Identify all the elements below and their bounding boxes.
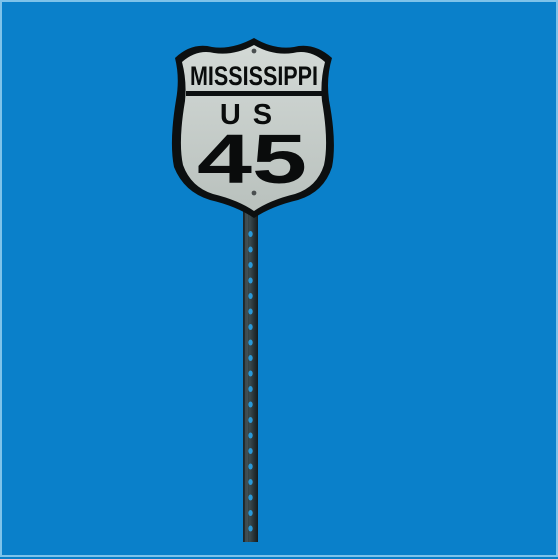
post-hole xyxy=(248,479,252,485)
post-hole xyxy=(248,340,252,346)
post-hole xyxy=(248,278,252,284)
post-hole xyxy=(248,262,252,268)
shield-divider xyxy=(186,91,322,96)
post-hole xyxy=(248,526,252,532)
route-number-label: 45 xyxy=(197,120,307,198)
post-hole xyxy=(248,510,252,516)
post-hole xyxy=(248,371,252,377)
post-hole xyxy=(248,402,252,408)
state-name-label: MISSISSIPPI xyxy=(190,61,318,91)
post-hole xyxy=(248,309,252,315)
post-hole xyxy=(248,293,252,299)
post-hole xyxy=(248,495,252,501)
post-hole xyxy=(248,417,252,423)
post-hole xyxy=(248,324,252,330)
post-hole xyxy=(248,433,252,439)
road-sign-illustration xyxy=(2,2,558,559)
post-hole xyxy=(248,386,252,392)
bolt-top xyxy=(252,49,257,54)
route-shield xyxy=(172,38,334,218)
post-hole xyxy=(248,448,252,454)
post-hole xyxy=(248,231,252,237)
route-prefix-label: US xyxy=(219,99,285,131)
post-hole xyxy=(248,247,252,253)
post-hole xyxy=(248,355,252,361)
post-hole xyxy=(248,464,252,470)
